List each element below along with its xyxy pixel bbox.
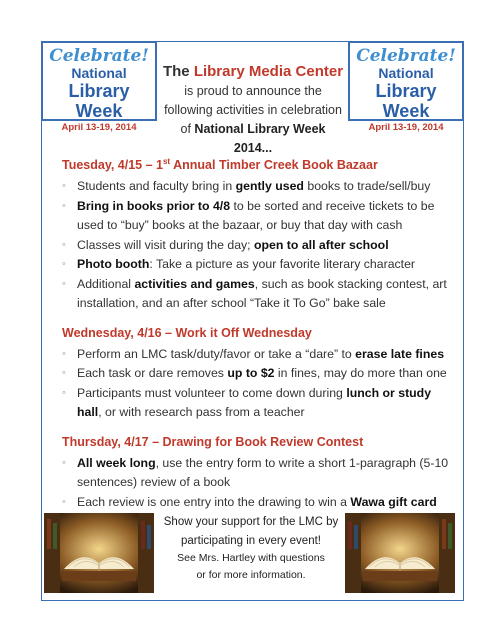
list-item: ◦ Participants must volunteer to come down during lunch or study hall, or with research pass from a teacher (62, 385, 432, 420)
list-item: ◦ Each task or dare removes up to $2 in fines, may do more than one (62, 364, 454, 384)
celebrate-badge-right (348, 41, 464, 133)
bullet-icon: ◦ (62, 367, 66, 380)
footer-message (160, 513, 342, 583)
bullet-icon: ◦ (62, 258, 66, 271)
section-title: Tuesday, 4/15 – 1st Annual Timber Creek Book Bazaar (62, 157, 378, 173)
bullet-icon: ◦ (62, 456, 66, 469)
footer-line-4: or for more information. (196, 568, 306, 581)
list-item: ◦ Students and faculty bring in gently used books to trade/sell/buy (62, 177, 454, 197)
open-book-photo-left (44, 513, 154, 593)
open-book-icon (44, 513, 154, 593)
badge-dates: April 13-19, 2014 (368, 122, 444, 133)
bullet-icon: ◦ (62, 199, 66, 212)
open-book-icon (345, 513, 455, 593)
section-wednesday (62, 320, 454, 423)
badge-national: National (71, 65, 127, 81)
footer-line-1: Show your support for the LMC by (163, 516, 339, 528)
list-item: ◦ Bring in books prior to 4/8 to be sorted and receive tickets to be used to “buy” books at the bazaar, or buy that day with cash (62, 198, 435, 233)
badge-library-week: Library Week (68, 81, 130, 121)
event-list (62, 177, 454, 314)
events-content (62, 152, 454, 518)
announcement-header (160, 62, 346, 158)
footer-line-2: participating in every event! (181, 534, 321, 547)
section-title: Wednesday, 4/16 – Work it Off Wednesday (62, 325, 312, 340)
announcement-line-2: following activities in celebration (164, 103, 342, 117)
list-item: ◦ All week long, use the entry form to write a short 1-paragraph (5-10 sentences) review of a book (62, 455, 449, 490)
bullet-icon: ◦ (62, 238, 66, 251)
list-item: ◦ Classes will visit during the day; open to all after school (62, 236, 454, 256)
badge-dates: April 13-19, 2014 (61, 122, 137, 133)
badge-celebrate: Celebrate! (49, 46, 149, 66)
list-item: ◦ Perform an LMC task/duty/favor or take a “dare” to erase late fines (62, 345, 454, 365)
bullet-icon: ◦ (62, 386, 66, 399)
open-book-photo-right (345, 513, 455, 593)
celebrate-badge-left (41, 41, 157, 133)
section-tuesday (62, 152, 454, 314)
footer-line-3: See Mrs. Hartley with questions (177, 552, 325, 564)
badge-celebrate: Celebrate! (356, 46, 456, 66)
bullet-icon: ◦ (62, 347, 66, 360)
event-list (62, 345, 454, 423)
footer (44, 511, 461, 597)
section-thursday (62, 429, 454, 513)
bullet-icon: ◦ (62, 180, 66, 193)
list-item: ◦ Additional activities and games, such as book stacking contest, art installation, and an after school “Take it To Go” bake sale (62, 276, 447, 311)
announcement-line-1: is proud to announce the (184, 84, 322, 98)
page-title: The Library Media Center (162, 63, 344, 80)
announcement-line-3: of National Library Week 2014... (180, 122, 326, 155)
badge-national: National (378, 65, 434, 81)
list-item: ◦ Each review is one entry into the drawing to win a Wawa gift card (62, 493, 454, 513)
badge-library-week: Library Week (375, 81, 437, 121)
bullet-icon: ◦ (62, 495, 66, 508)
section-title: Thursday, 4/17 – Drawing for Book Review Contest (62, 434, 364, 449)
list-item: ◦ Photo booth: Take a picture as your favorite literary character (62, 255, 454, 275)
bullet-icon: ◦ (62, 277, 66, 290)
event-list (62, 454, 454, 513)
